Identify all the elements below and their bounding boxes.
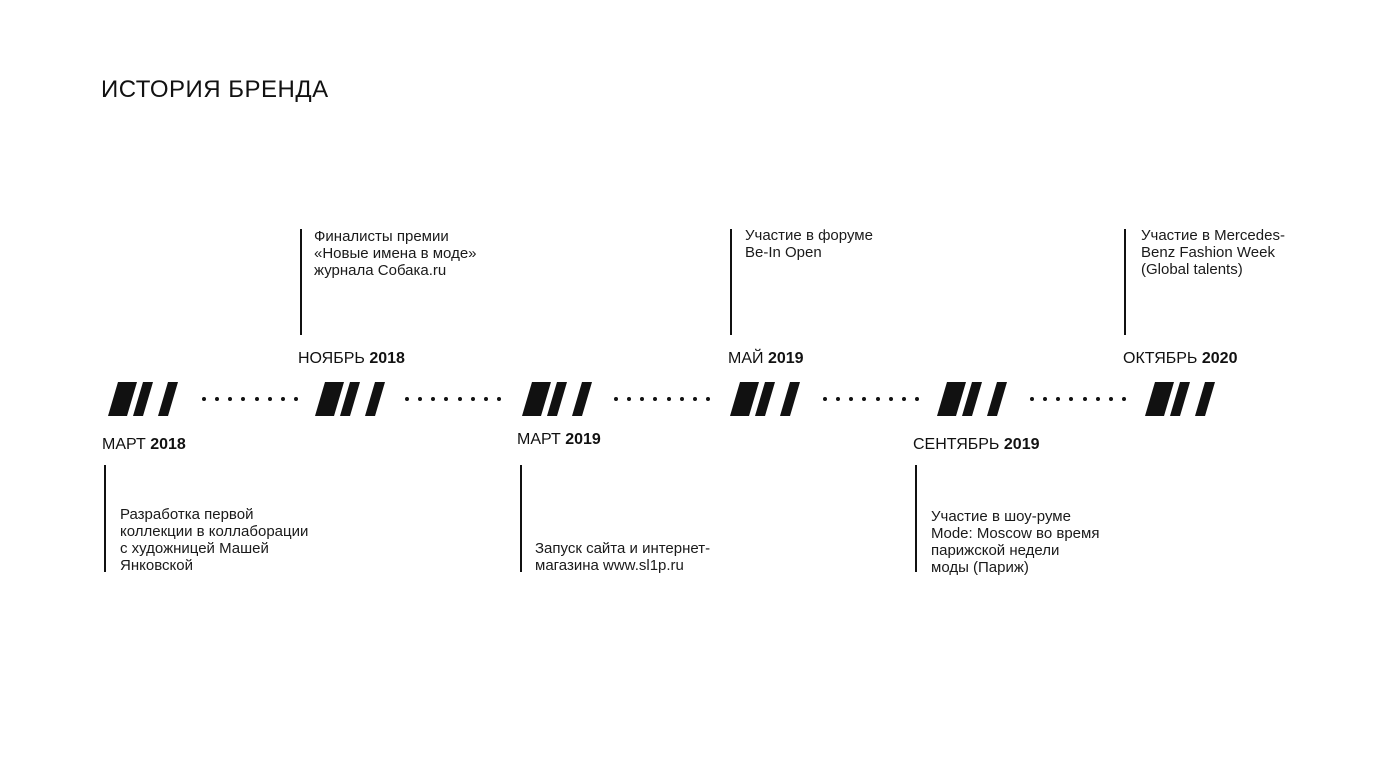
milestone-month: МАРТ (517, 431, 561, 448)
milestone-description-6: Участие в Mercedes- Benz Fashion Week (Global talents) (1141, 227, 1285, 278)
timeline-connector (405, 396, 501, 401)
milestone-description-2: Финалисты премии «Новые имена в моде» журнала Собака.ru (314, 228, 477, 279)
timeline-marker-icon-2 (315, 382, 387, 416)
milestone-date-5 (913, 435, 1039, 455)
milestone-year: 2019 (565, 431, 601, 448)
milestone-year: 2020 (1201, 350, 1238, 367)
timeline-marker-icon-6 (1145, 382, 1217, 416)
milestone-description-4: Участие в форуме Be-In Open (745, 227, 873, 261)
milestone-divider (520, 465, 522, 572)
timeline-connector (202, 396, 298, 401)
timeline-marker-icon-3 (522, 382, 594, 416)
milestone-month: НОЯБРЬ (298, 350, 365, 367)
milestone-year: 2018 (369, 350, 405, 367)
milestone-divider (915, 465, 917, 572)
page-title: ИСТОРИЯ БРЕНДА (101, 76, 329, 103)
milestone-date-6 (1123, 349, 1237, 369)
milestone-divider (104, 465, 106, 572)
milestone-month: МАРТ (102, 436, 146, 453)
milestone-description-5: Участие в шоу-руме Mode: Moscow во время парижской недели моды (Париж) (931, 508, 1100, 576)
timeline-connector (1030, 396, 1126, 401)
milestone-year: 2019 (1003, 436, 1040, 453)
timeline-marker-icon-4 (730, 382, 802, 416)
milestone-description-1: Разработка первой коллекции в коллаборации с художницей Машей Янковской (120, 506, 309, 574)
milestone-divider (730, 229, 732, 335)
timeline-connector (614, 396, 710, 401)
timeline-connector (823, 396, 919, 401)
milestone-date-4 (728, 349, 804, 369)
milestone-month: ОКТЯБРЬ (1123, 350, 1198, 367)
milestone-divider (1124, 229, 1126, 335)
milestone-description-3: Запуск сайта и интернет- магазина www.sl1p.ru (535, 540, 711, 574)
milestone-month: СЕНТЯБРЬ (913, 436, 1000, 453)
milestone-year: 2018 (150, 436, 186, 453)
milestone-date-2 (298, 349, 405, 369)
milestone-date-3 (517, 430, 601, 450)
milestone-month: МАЙ (728, 350, 764, 367)
milestone-divider (300, 229, 302, 335)
milestone-date-1 (102, 435, 186, 455)
timeline-marker-icon-5 (937, 382, 1009, 416)
milestone-year: 2019 (767, 350, 804, 367)
timeline-marker-icon-1 (108, 382, 180, 416)
